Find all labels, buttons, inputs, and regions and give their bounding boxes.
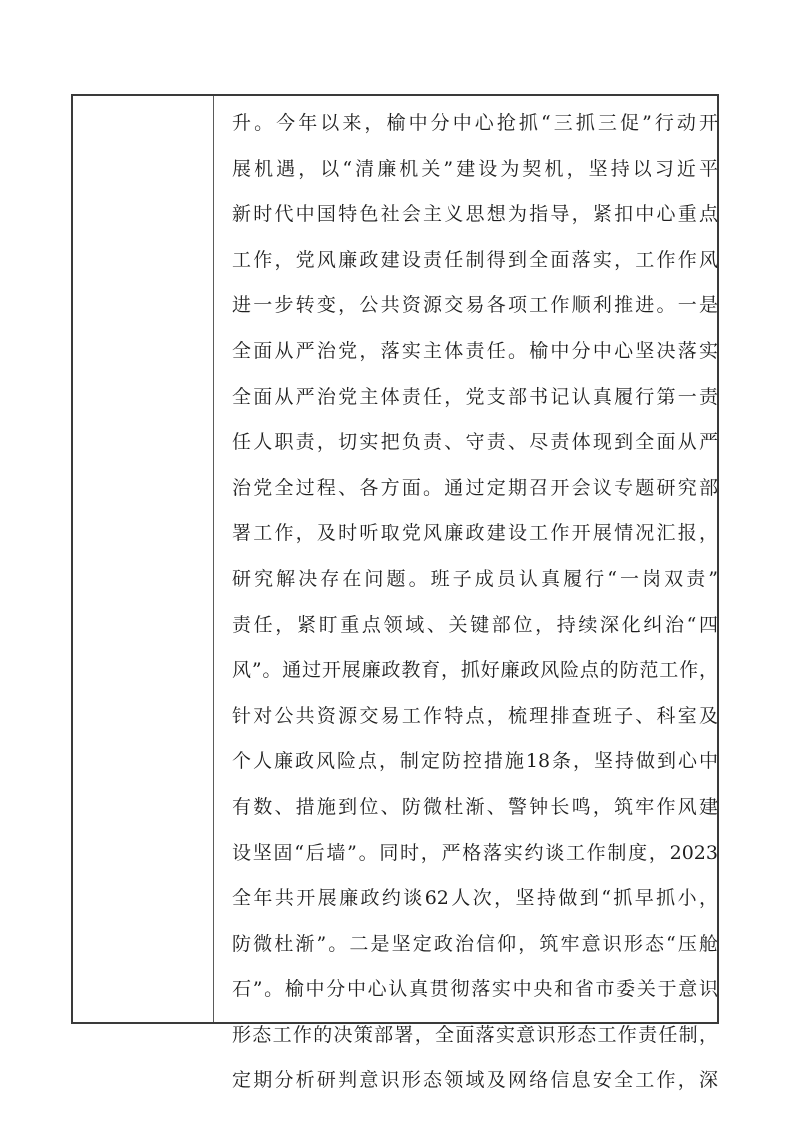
text-line: 个人廉政风险点，制定防控措施18条，坚持做到心中: [232, 750, 718, 773]
text-line: 全面从严治党主体责任，党支部书记认真履行第一责: [232, 385, 718, 408]
text-line: 治党全过程、各方面。通过定期召开会议专题研究部: [232, 476, 718, 499]
document-table: [71, 94, 719, 1092]
text-line: 防微杜渐”。二是坚定政治信仰，筑牢意识形态“压舱: [232, 932, 718, 955]
text-line: 设坚固“后墙”。同时，严格落实约谈工作制度，2023: [232, 841, 718, 864]
body-text: [232, 101, 718, 1104]
text-line: 形态工作的决策部署，全面落实意识形态工作责任制，: [232, 1023, 718, 1046]
text-line: 定期分析研判意识形态领域及网络信息安全工作，深: [232, 1069, 718, 1092]
text-line: 全年共开展廉政约谈62人次，坚持做到“抓早抓小，: [232, 887, 718, 910]
text-line: 有数、措施到位、防微杜渐、警钟长鸣，筑牢作风建: [232, 795, 718, 818]
table-left-cell: [73, 96, 214, 1022]
text-line: 研究解决存在问题。班子成员认真履行“一岗双责”: [232, 567, 718, 590]
text-line: 展机遇，以“清廉机关”建设为契机，坚持以习近平: [232, 157, 718, 180]
table-content-cell: [214, 96, 718, 1092]
text-line: 风”。通过开展廉政教育，抓好廉政风险点的防范工作，: [232, 659, 718, 682]
text-line: 进一步转变，公共资源交易各项工作顺利推进。一是: [232, 294, 718, 317]
text-line: 全面从严治党，落实主体责任。榆中分中心坚决落实: [232, 339, 718, 362]
text-line: 任人职责，切实把负责、守责、尽责体现到全面从严: [232, 431, 718, 454]
text-line: 升。今年以来，榆中分中心抢抓“三抓三促”行动开: [232, 112, 718, 134]
text-line: 新时代中国特色社会主义思想为指导，紧扣中心重点: [232, 203, 718, 226]
text-line: 针对公共资源交易工作特点，梳理排查班子、科室及: [232, 704, 718, 727]
text-line: 署工作，及时听取党风廉政建设工作开展情况汇报，: [232, 522, 718, 545]
text-line: 责任，紧盯重点领域、关键部位，持续深化纠治“四: [232, 613, 718, 636]
text-line: 工作，党风廉政建设责任制得到全面落实，工作作风: [232, 248, 718, 271]
text-line: 石”。榆中分中心认真贯彻落实中央和省市委关于意识: [232, 978, 718, 1001]
